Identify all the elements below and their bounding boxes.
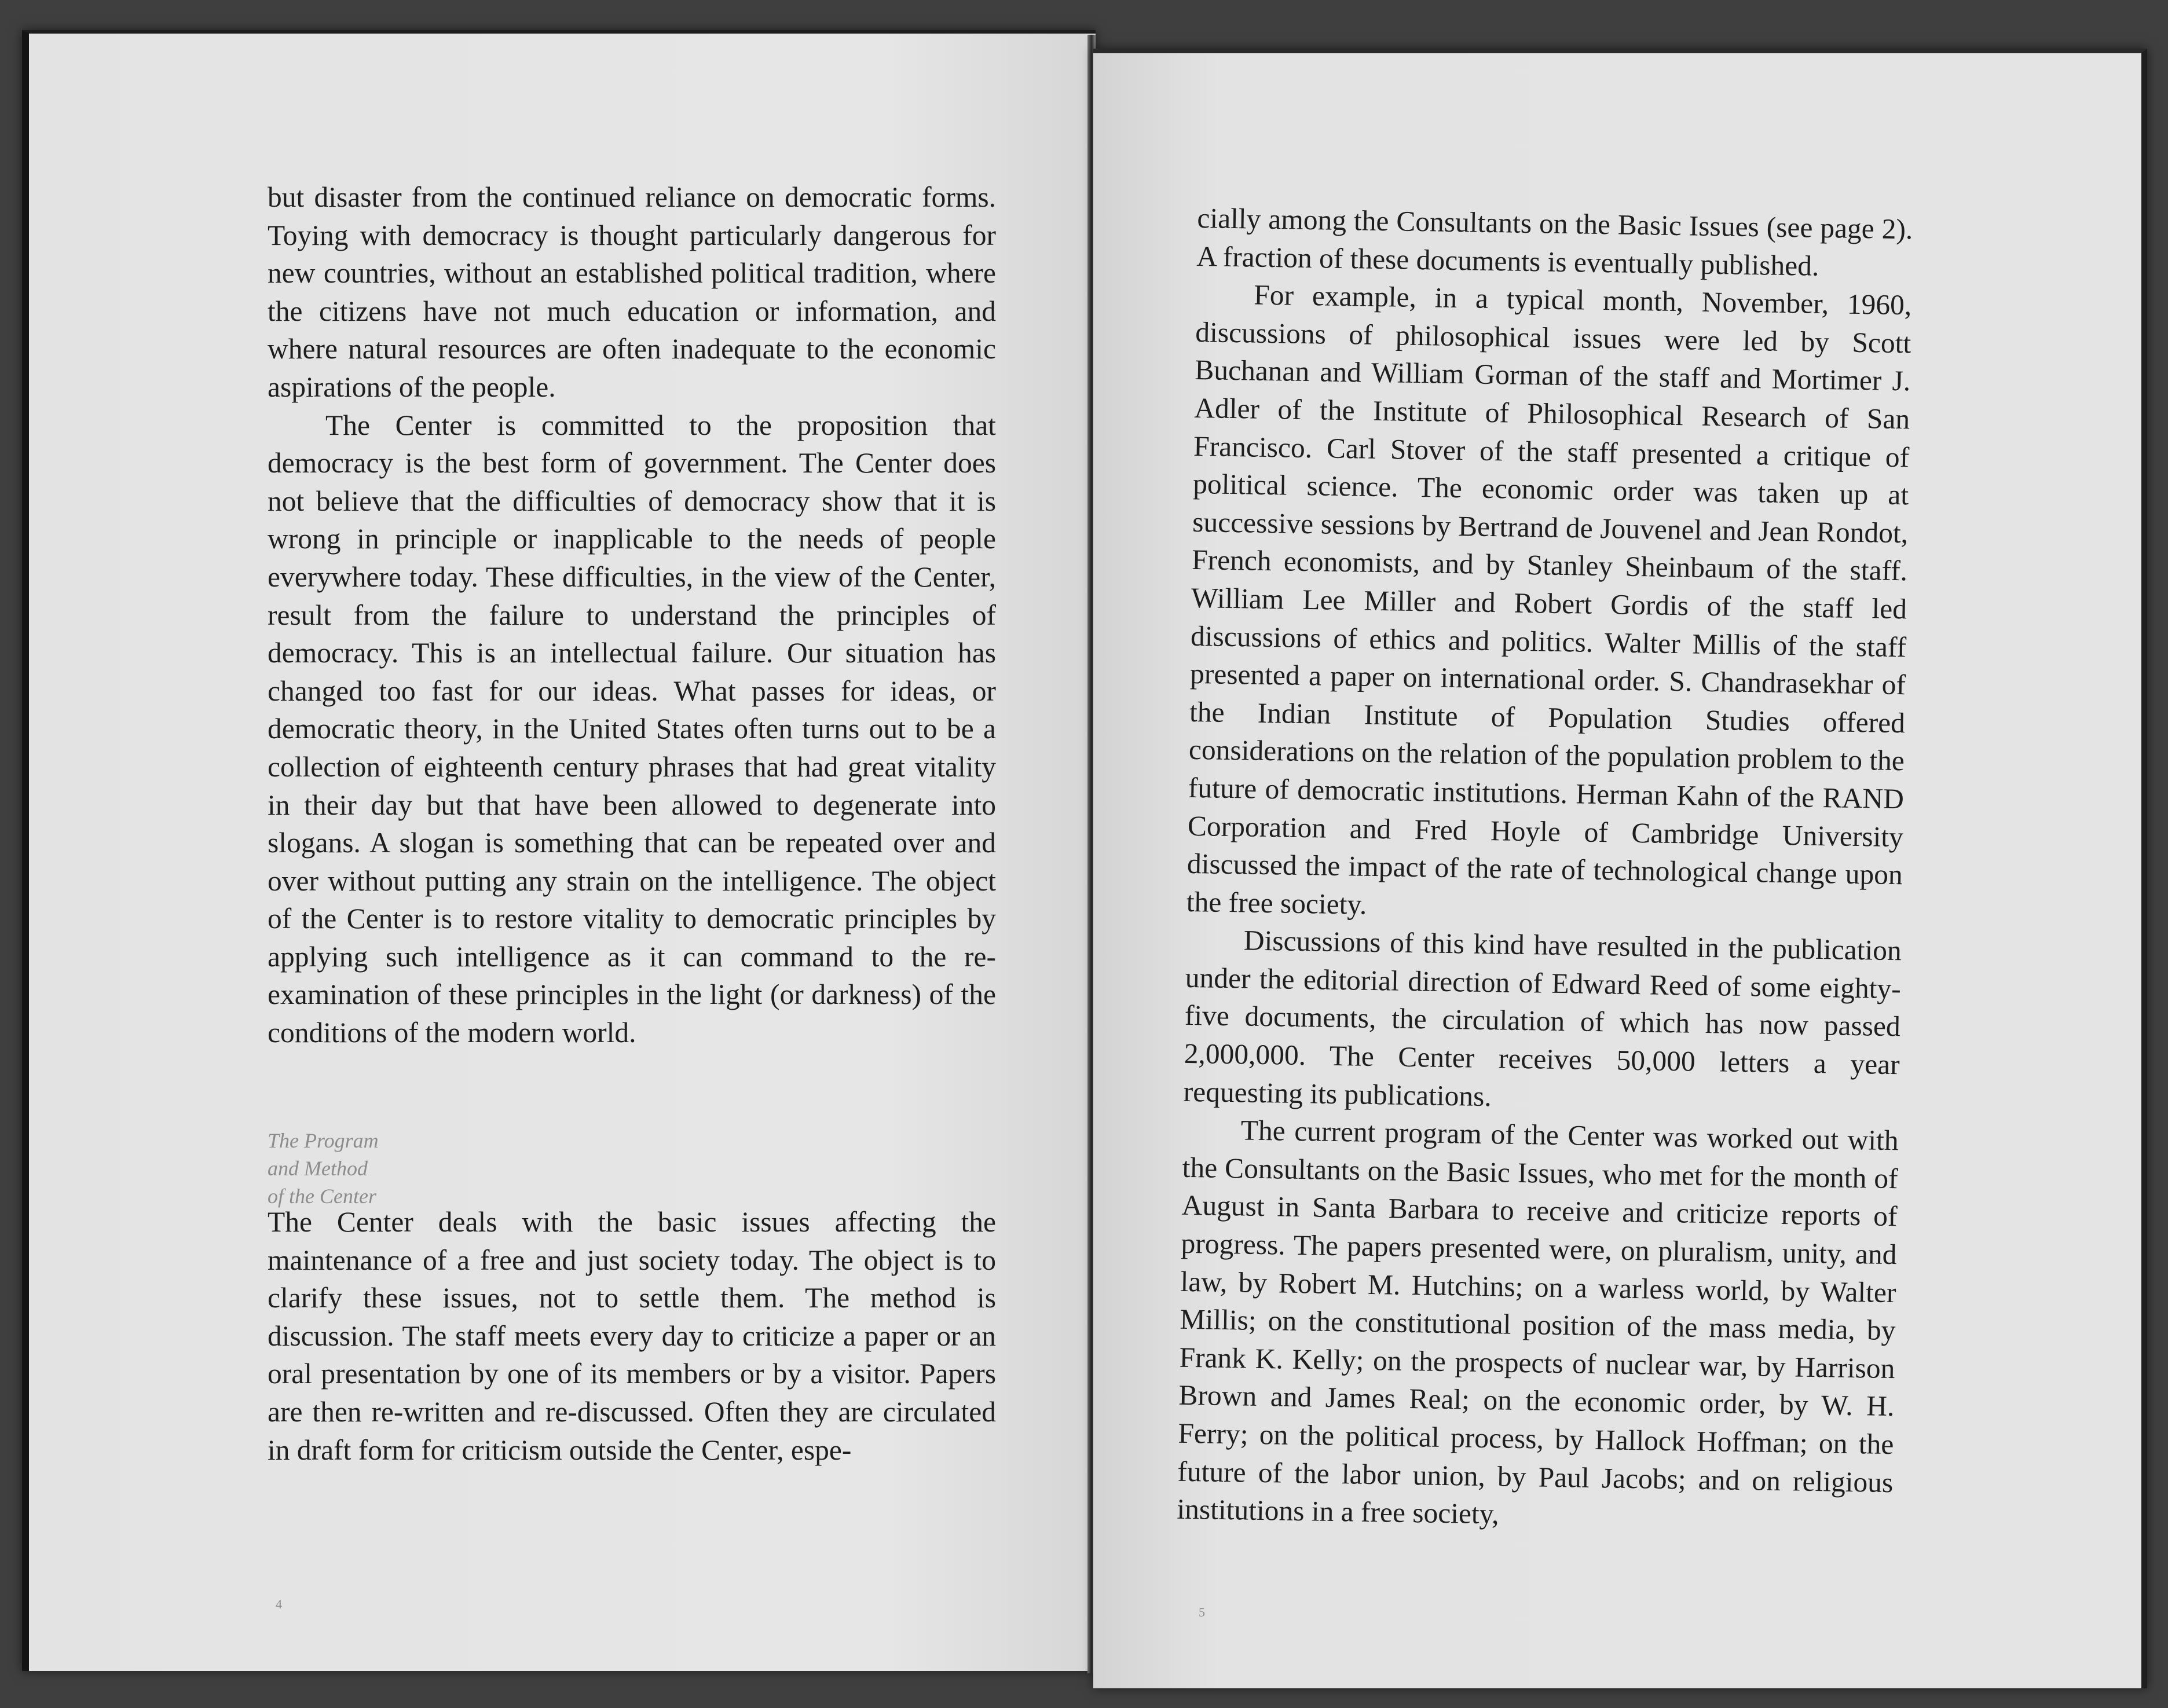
left-section-text — [268, 1203, 996, 1469]
paragraph: For example, in a typical month, November, 1960, discussions of philosophical issues were led by Scott Buchanan and William Gorman of the staff and Mortimer J. Adler of the Institute of Philosophical Research of San Francisco. Carl Stover of the staff presented a critique of political science. The economic order was taken up at successive sessions by Bertrand de Jouvenel and Jean Rondot, French economists, and by Stanley Sheinbaum of the staff. William Lee Miller and Robert Gordis of the staff led discussions of ethics and politics. Walter Millis of the staff presented a paper on international order. S. Chandrasekhar of the Indian Institute of Population Studies offered considerations on the relation of the population problem to the future of democratic institutions. Herman Kahn of the RAND Corporation and Fred Hoyle of Cambridge University discussed the impact of the rate of technological change upon the free society. — [1186, 278, 1912, 921]
paragraph: The Center is committed to the proposition that democracy is the best form of government. The Center does not believe that the difficulties of democracy show that it is wrong in principle or inapplicable to the needs of people everywhere today. These difficulties, in the view of the Center, result from the failure to understand the principles of democracy. This is an intellectual failure. Our situation has changed too fast for our ideas. What passes for ideas, or democratic theory, in the United States often turns out to be a collection of eighteenth century phrases that had great vitality in their day but that have been allowed to degenerate into slogans. A slogan is something that can be repeated over and over without putting any strain on the intelligence. The object of the Center is to restore vitality to democratic principles by applying such intelligence as it can command to the re-examination of these principles in the light (or darkness) of the conditions of the modern world. — [268, 409, 996, 1049]
paragraph: The current program of the Center was worked out with the Consultants on the Basic Issues, who met for the month of August in Santa Barbara to receive and criticize reports of progress. The papers presented were, on pluralism, unity, and law, by Robert M. Hutchins; on a warless world, by Walter Millis; on the constitutional position of the mass media, by Frank K. Kelly; on the prospects of nuclear war, by Harrison Brown and James Real; on the economic order, by W. H. Ferry; on the political process, by Hallock Hoffman; on the future of the labor union, by Paul Jacobs; and on religious institutions in a free society, — [1177, 1114, 1899, 1530]
section-heading-line: of the Center — [268, 1185, 376, 1208]
paragraph: Discussions of this kind have resulted in the publication under the editorial direction of Edward Reed of some eighty-five documents, the circulation of which has now passed 2,000,000. The Center receives 50,000 letters a year requesting its publications. — [1183, 924, 1902, 1112]
paragraph: but disaster from the continued reliance on democratic forms. Toying with democracy is thought particularly dangerous for new countries, without an established political tradition, where the citizens have not much education or information, and where natural resources are often inadequate to the economic aspirations of the people. — [268, 181, 996, 403]
paragraph: cially among the Consultants on the Basic Issues (see page 2). A fraction of these documents is eventually published. — [1196, 201, 1913, 282]
left-body-text — [268, 178, 996, 1052]
section-heading-line: and Method — [268, 1157, 368, 1180]
right-page — [1093, 49, 2147, 1688]
section-heading-line: The Program — [268, 1129, 379, 1152]
page-number: 4 — [276, 1597, 282, 1611]
right-body-text — [1177, 199, 1913, 1540]
page-number: 5 — [1199, 1605, 1205, 1619]
paragraph: The Center deals with the basic issues affecting the maintenance of a free and just society today. The object is to clarify these issues, not to settle them. The method is discussion. The staff meets every day to criticize a paper or an oral presentation by one of its members or by a visitor. Papers are then re-written and re-discussed. Often they are circulated in draft form for criticism outside the Center, espe- — [268, 1206, 996, 1466]
section-heading — [268, 1127, 499, 1210]
left-page — [22, 30, 1096, 1671]
